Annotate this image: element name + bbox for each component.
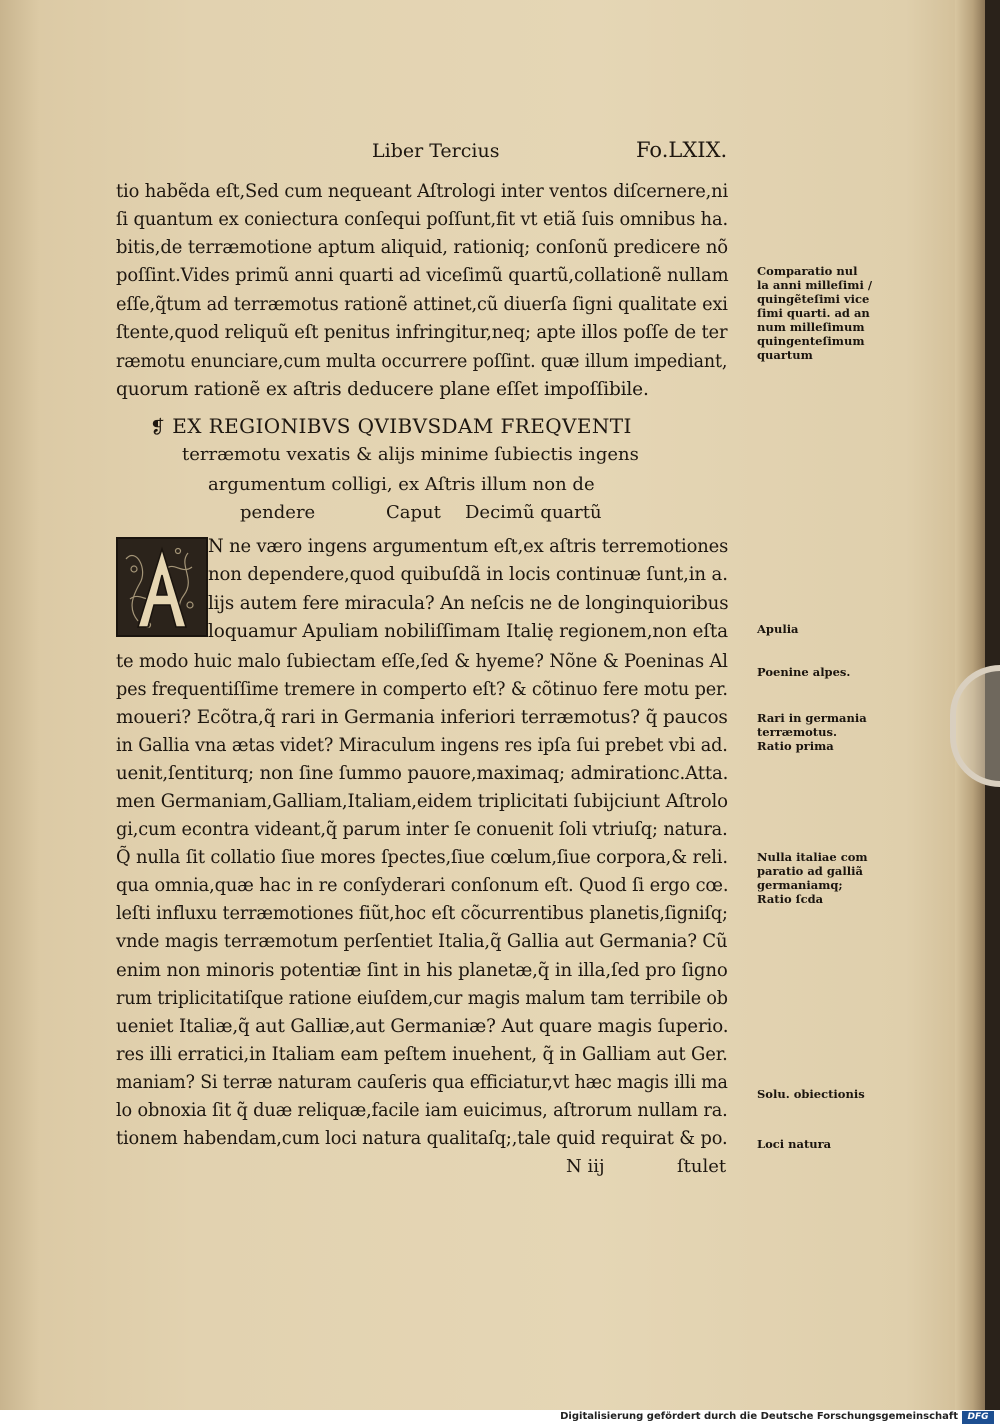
text-line: quorum rationẽ ex aſtris deducere plane eſſet impoſſibile. [116, 379, 649, 400]
marginal-note-solutio [757, 1087, 897, 1101]
margin-line: terræmotus. [757, 725, 837, 739]
text-line: lijs autem fere miracula? An neſcis ne de longinquioribus [208, 593, 729, 614]
text-line: leſti influxu terræmotiones fiũt,hoc eſt cõcurrentibus planetis,ſigniſq; [116, 903, 728, 924]
marginal-note-apulia [757, 622, 897, 636]
chapter-heading-line4b: Caput [386, 502, 441, 523]
text-line: uenit,ſentiturq; non ſine ſummo pauore,maximaq; admirationc.Atta. [116, 763, 729, 784]
text-line: tionem habendam,cum loci natura qualitaſq;,tale quid requirat & po. [116, 1128, 728, 1149]
text-line: maniam? Si terræ naturam cauſeris qua efficiatur,vt hæc magis illi ma [116, 1072, 728, 1093]
margin-line: paratio ad galliã [757, 864, 863, 878]
pilcrow-icon: ❡ [150, 417, 166, 438]
text-line: enim non minoris potentiæ ſint in his planetæ,q̃ in illa,ſed pro ſigno [116, 960, 728, 981]
marginal-note-comparatio [757, 264, 897, 362]
text-line: res illi erratici,in Italiam eam peſtem inuehent, q̃ in Galliam aut Ger. [116, 1044, 728, 1065]
text-line: non dependere,quod quibuſdã in locis continuæ ſunt,in a. [208, 564, 728, 585]
text-line: bitis,de terræmotione aptum aliquid, rationiq; conſonũ predicere nõ [116, 237, 728, 258]
margin-line: Ratio prima [757, 739, 834, 753]
text-line: qua omnia,quæ hac in re conſyderari conſonum eſt. Quod ſi ergo cœ. [116, 875, 729, 896]
text-line: ueniet Italiæ,q̃ aut Galliæ,aut Germaniæ? Aut quare magis ſuperio. [116, 1016, 729, 1037]
marginal-note-poenine-alpes [757, 665, 897, 679]
text-line: eſſe,q̃tum ad terræmotus rationẽ attinet,cũ diuerſa ſigni qualitate exi [116, 294, 728, 315]
text-line: Q̃ nulla ſit collatio ſiue mores ſpectes,ſiue cœlum,ſiue corpora,& reli. [116, 847, 728, 868]
chapter-heading [150, 414, 750, 438]
margin-line: germaniamq; [757, 878, 843, 892]
margin-line: Apulia [757, 622, 799, 636]
chapter-heading-line1: EX REGIONIBVS QVIBVSDAM FREQVENTI [172, 414, 632, 438]
text-line: ſtente,quod reliquũ eſt penitus infringitur,neq; apte illos poſſe de ter [116, 322, 728, 343]
text-line: moueri? Ecõtra,q̃ rari in Germania inferiori terræmotus? q̃ paucos [116, 707, 728, 728]
marginal-note-rari [757, 711, 897, 753]
margin-line: quartum [757, 348, 813, 362]
text-line: vnde magis terræmotum perſentiet Italia,q̃ Gallia aut Germania? Cũ [116, 931, 728, 952]
text-line: men Germaniam,Galliam,Italiam,eidem triplicitati ſubijciunt Aſtrolo [116, 791, 728, 812]
margin-line: num milleſimum [757, 320, 865, 334]
text-line: tio habẽda eſt,Sed cum nequeant Aſtrologi inter ventos diſcernere,ni [116, 181, 729, 202]
signature-mark: N iij [566, 1156, 605, 1177]
margin-line: Poenine alpes. [757, 665, 851, 679]
digitization-credit: Digitalisierung gefördert durch die Deutsche Forschungsgemeinschaft [560, 1411, 958, 1422]
running-title: Liber Tercius [372, 140, 500, 162]
margin-line: quingẽteſimi vice [757, 292, 870, 306]
chapter-heading-line2: terræmotu vexatis & alijs minime ſubiectis ingens [182, 444, 639, 465]
text-line: loquamur Apuliam nobiliſſimam Italię regionem,non eſta [208, 621, 729, 642]
chapter-heading-line4c: Decimũ quartũ [465, 502, 602, 523]
initial-letter-icon [118, 539, 206, 635]
text-line: rum triplicitatiſque ratione eiuſdem,cur magis malum tam terribile ob [116, 988, 728, 1009]
margin-line: Ratio ſcda [757, 892, 824, 906]
decorated-initial [116, 537, 208, 637]
chapter-heading-line4a: pendere [240, 502, 316, 523]
folio-number: Fo.LXIX. [636, 138, 728, 162]
text-line: pes frequentiſſime tremere in comperto eſt? & cõtinuo fere motu per. [116, 679, 728, 700]
text-line: te modo huic malo ſubiectam eſſe,ſed & hyeme? Nõne & Poeninas Al [116, 651, 728, 672]
text-line: ræmotu enunciare,cum multa occurrere poſſint. quæ illum impediant, [116, 351, 728, 372]
text-line: poſſint.Vides primũ anni quarti ad viceſimũ quartũ,collationẽ nullam [116, 265, 729, 286]
dfg-logo: DFG [962, 1411, 994, 1424]
marginal-note-loci-natura [757, 1137, 897, 1151]
text-line: N ne væro ingens argumentum eſt,ex aſtris terremotiones [208, 536, 729, 557]
margin-line: Loci natura [757, 1137, 832, 1151]
text-line: in Gallia vna ætas videt? Miraculum ingens res ipſa ſui prebet vbi ad. [116, 735, 728, 756]
margin-line: Rari in germania [757, 711, 867, 725]
text-line: ſi quantum ex coniectura conſequi poſſunt,fit vt etiã ſuis omnibus ha. [116, 209, 728, 230]
text-line: lo obnoxia ſit q̃ duæ reliquæ,facile iam euicimus, aſtrorum nullam ra. [116, 1100, 728, 1121]
catchword: ſtulet [677, 1156, 727, 1177]
marginal-note-nulla-italiae [757, 850, 897, 906]
margin-line: quingenteſimum [757, 334, 865, 348]
margin-line: Nulla italiae com [757, 850, 868, 864]
chapter-heading-line3: argumentum colligi, ex Aſtris illum non de [208, 474, 595, 495]
text-line: gi,cum econtra videant,q̃ parum inter ſe conuenit ſoli vtriuſq; natura. [116, 819, 728, 840]
margin-line: ſimi quarti. ad an [757, 306, 870, 320]
margin-line: Comparatio nul [757, 264, 858, 278]
margin-line: Solu. obiectionis [757, 1087, 865, 1101]
margin-line: la anni milleſimi / [757, 278, 873, 292]
